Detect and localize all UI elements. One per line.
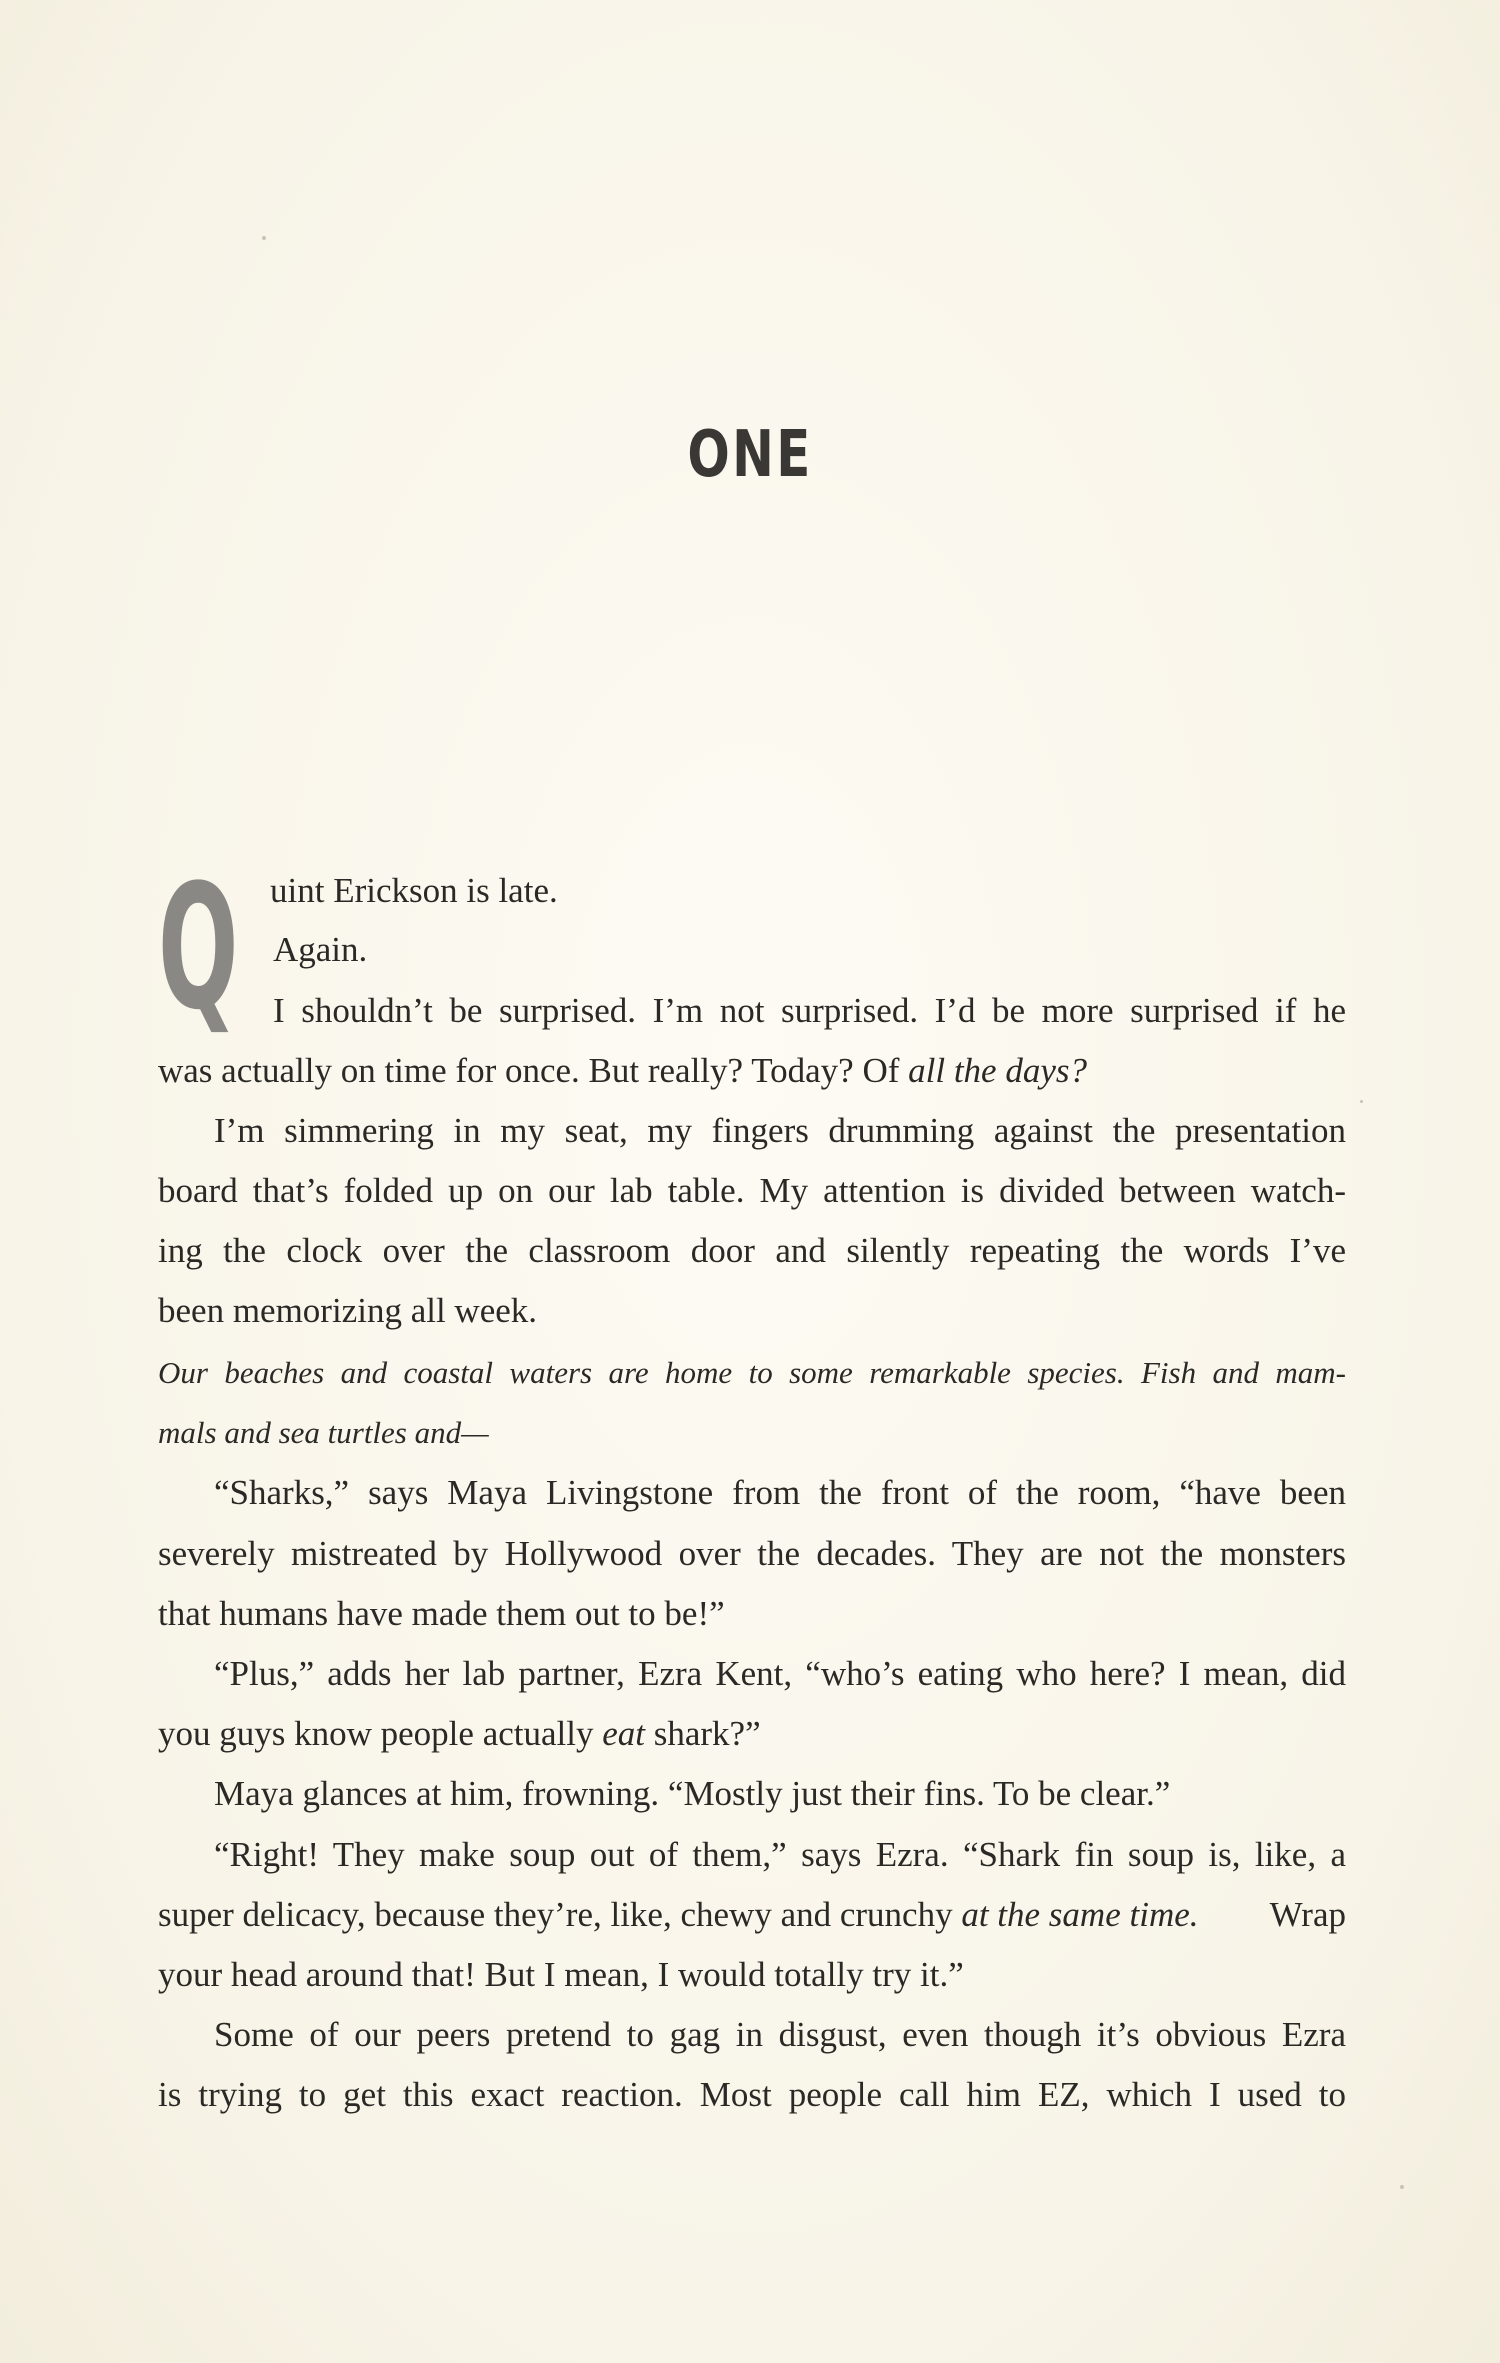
paragraph-line: been memorizing all week. bbox=[158, 1291, 538, 1330]
paragraph-line bbox=[158, 1050, 1087, 1092]
text-run: shark?” bbox=[644, 1714, 761, 1753]
paragraph-line: uint Erickson is late. bbox=[270, 871, 558, 910]
paragraph-line: Our beaches and coastal waters are home to some remarkable species. Fish and mam- bbox=[158, 1355, 1346, 1390]
paragraph-line: that humans have made them out to be!” bbox=[158, 1594, 725, 1633]
paragraph-line: “Plus,” adds her lab partner, Ezra Kent, “who’s eating who here? I mean, did bbox=[214, 1654, 1346, 1693]
paragraph-line: “Sharks,” says Maya Livingstone from the front of the room, “have been bbox=[214, 1473, 1346, 1512]
paragraph-line: mals and sea turtles and— bbox=[158, 1415, 489, 1450]
paragraph-line: ing the clock over the classroom door and silently repeating the words I’ve bbox=[158, 1231, 1346, 1270]
paragraph-line: severely mistreated by Hollywood over the decades. They are not the monsters bbox=[158, 1534, 1346, 1573]
drop-cap: Q bbox=[158, 847, 239, 1048]
italic-run: all the days? bbox=[908, 1051, 1087, 1090]
text-run: was actually on time for once. But really? Today? Of bbox=[158, 1051, 909, 1090]
paragraph-line: your head around that! But I mean, I would totally try it.” bbox=[158, 1955, 964, 1994]
paragraph-line bbox=[158, 1713, 761, 1755]
text-run: you guys know people actually bbox=[158, 1714, 603, 1753]
text-run: Wrap bbox=[1269, 1895, 1346, 1934]
paragraph-line: I shouldn’t be surprised. I’m not surprised. I’d be more surprised if he bbox=[273, 991, 1346, 1030]
text-run bbox=[158, 1894, 1199, 1936]
italic-run: eat bbox=[602, 1714, 645, 1753]
chapter-title: ONE bbox=[687, 418, 813, 492]
paragraph-line: Maya glances at him, frowning. “Mostly just their fins. To be clear.” bbox=[214, 1774, 1171, 1813]
text-run: super delicacy, because they’re, like, chewy and crunchy bbox=[158, 1895, 962, 1934]
paragraph-line: is trying to get this exact reaction. Most people call him EZ, which I used to bbox=[158, 2075, 1346, 2114]
paper-speck bbox=[1400, 2185, 1404, 2189]
paper-speck bbox=[262, 236, 266, 240]
paragraph-line: I’m simmering in my seat, my fingers drumming against the presentation bbox=[214, 1111, 1346, 1150]
paragraph-line: Again. bbox=[273, 930, 368, 969]
paper-speck bbox=[1360, 1100, 1363, 1103]
paragraph-line: Some of our peers pretend to gag in disgust, even though it’s obvious Ezra bbox=[214, 2015, 1346, 2054]
paragraph-line: “Right! They make soup out of them,” says Ezra. “Shark fin soup is, like, a bbox=[214, 1835, 1346, 1874]
italic-run: at the same time. bbox=[961, 1895, 1199, 1934]
paragraph-line bbox=[158, 1894, 1346, 1936]
paragraph-line: board that’s folded up on our lab table. My attention is divided between watch- bbox=[158, 1171, 1346, 1210]
